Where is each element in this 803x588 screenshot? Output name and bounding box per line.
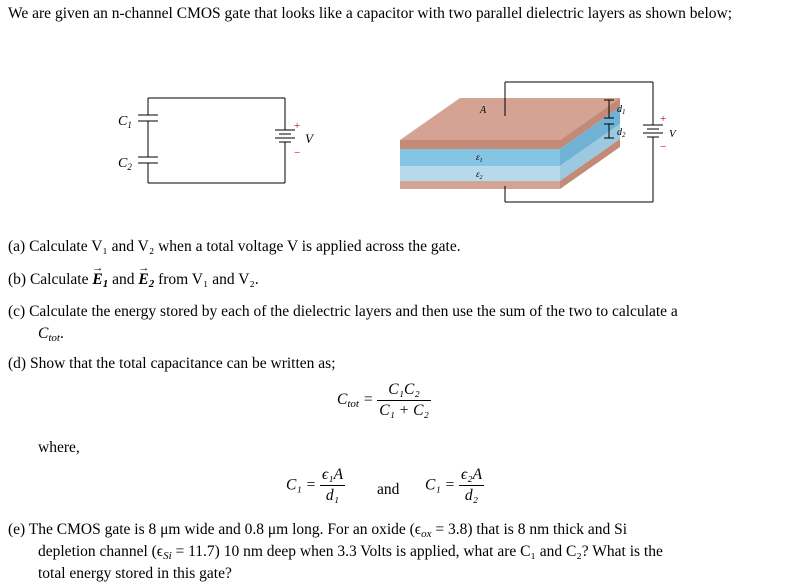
plus-sign-left: + (294, 120, 301, 132)
d1-label: $d_1$ (617, 104, 626, 116)
eps1-label: $\varepsilon_1$ (476, 152, 483, 164)
e2-vector: → $E_2$ (138, 270, 154, 294)
area-label: A (480, 105, 487, 116)
question-c-line2: $C_{tot}$. (38, 325, 64, 344)
question-e-line2: depletion channel $(\epsilon_{Si} = 11.7)$ 10 nm deep when 3.3 Volts is applied, what are C₁ and C₂? What is the (38, 543, 663, 562)
intro-text: We are given an n-channel CMOS gate that looks like a capacitor with two parallel dielectric layers as shown below; (8, 5, 732, 22)
question-b: (b) Calculate → $E_1$ and → $E_2$ from V₁ and V₂. (8, 270, 259, 294)
series-capacitor-circuit (138, 98, 295, 183)
c1-label: $C_1$ (118, 114, 132, 130)
c2-equation: C₁ = $\frac{\text{ϵ₂A}}{\text{d₂}}$ (425, 466, 483, 504)
question-e-line3: total energy stored in this gate? (38, 565, 232, 582)
question-a: (a) Calculate V₁ and V₂ when a total voltage V is applied across the gate. (8, 238, 461, 255)
voltage-label-left: V (305, 131, 313, 146)
c1-equation: C₁ = $\frac{\text{ϵ₁A}}{\text{d₁}}$ (286, 466, 344, 504)
bottom-plate-front (400, 181, 560, 189)
minus-sign-left: − (294, 147, 301, 159)
eps2-label: $\varepsilon_2$ (476, 169, 483, 181)
plus-sign-right: + (660, 113, 667, 125)
top-plate-front (400, 140, 560, 149)
question-e-line1: (e) The CMOS gate is 8 μm wide and 0.8 μm long. For an oxide $(\epsilon_{ox} = 3.8)$ that is 8 nm thick and Si (8, 521, 628, 540)
voltage-label-right: V (669, 128, 676, 140)
question-d: (d) Show that the total capacitance can be written as; (8, 355, 336, 372)
c2-label: $C_2$ (118, 156, 132, 172)
ctot-equation: $C_{tot}$ = $\frac{\text{C₁C₂}}{\text{C₁ + C₂}}$ (337, 381, 429, 419)
minus-sign-right: − (660, 141, 667, 153)
d2-label: $d_2$ (617, 127, 626, 139)
question-c-line1: (c) Calculate the energy stored by each of the dielectric layers and then use the sum of the two to calculate a (8, 303, 678, 320)
e1-vector: → $E_1$ (92, 270, 108, 294)
and-label: and (377, 481, 400, 498)
slab-capacitor (400, 98, 620, 189)
where-label: where, (38, 439, 80, 456)
